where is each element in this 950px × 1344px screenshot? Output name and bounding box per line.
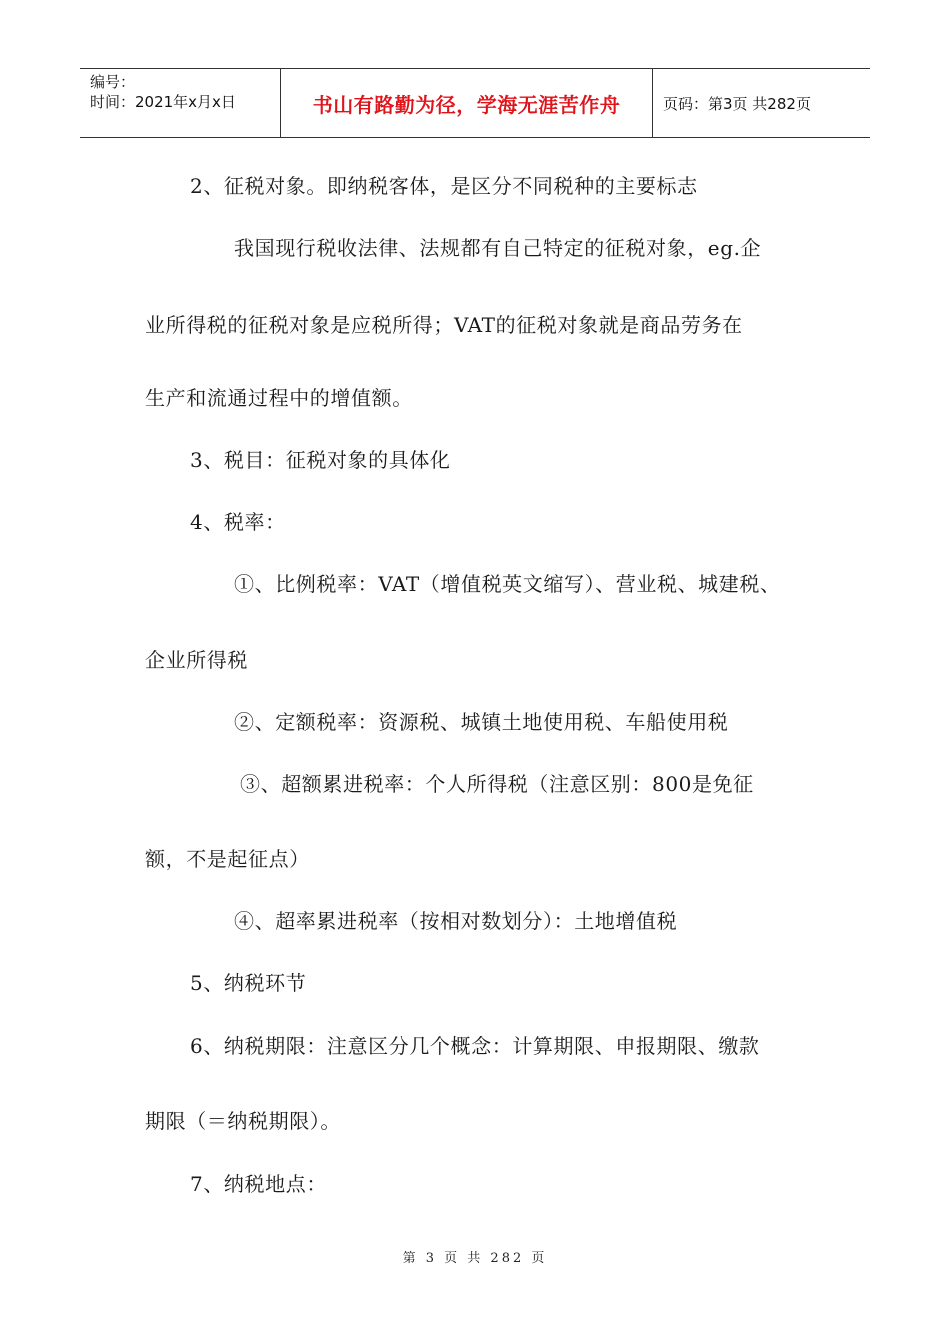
paragraph-line: 业所得税的征税对象是应税所得；VAT的征税对象就是商品劳务在	[145, 313, 743, 337]
paragraph-line: 额，不是起征点）	[145, 847, 310, 871]
page-header	[80, 68, 870, 138]
paragraph-line: 期限（＝纳税期限）。	[145, 1109, 341, 1133]
header-motto: 书山有路勤为径，学海无涯苦作舟	[281, 69, 653, 137]
paragraph-line: 5、纳税环节	[190, 971, 307, 995]
document-time-label: 时间：2021年x月x日	[90, 93, 236, 111]
paragraph-line: 生产和流通过程中的增值额。	[145, 386, 413, 410]
header-page-info: 页码：第3页 共282页	[663, 94, 811, 113]
paragraph-line: ④、超率累进税率（按相对数划分）：土地增值税	[234, 909, 678, 933]
header-meta	[80, 69, 281, 137]
paragraph-line: 6、纳税期限：注意区分几个概念：计算期限、申报期限、缴款	[190, 1034, 760, 1058]
document-number-label: 编号：	[90, 73, 136, 91]
paragraph-line: 3、税目：征税对象的具体化	[190, 448, 451, 472]
page-footer: 第 3 页 共 282 页	[402, 1251, 548, 1266]
paragraph-line: 2、征税对象。即纳税客体，是区分不同税种的主要标志	[190, 174, 698, 198]
paragraph-line: 我国现行税收法律、法规都有自己特定的征税对象，eg.企	[234, 236, 762, 260]
paragraph-line: 4、税率：	[190, 510, 286, 534]
paragraph-line: ②、定额税率：资源税、城镇土地使用税、车船使用税	[234, 710, 729, 734]
paragraph-line: 企业所得税	[145, 648, 248, 672]
paragraph-line: 7、纳税地点：	[190, 1172, 327, 1196]
paragraph-line: ③、超额累进税率：个人所得税（注意区别：800是免征	[240, 772, 754, 796]
paragraph-line: ①、比例税率：VAT（增值税英文缩写）、营业税、城建税、	[234, 572, 781, 596]
